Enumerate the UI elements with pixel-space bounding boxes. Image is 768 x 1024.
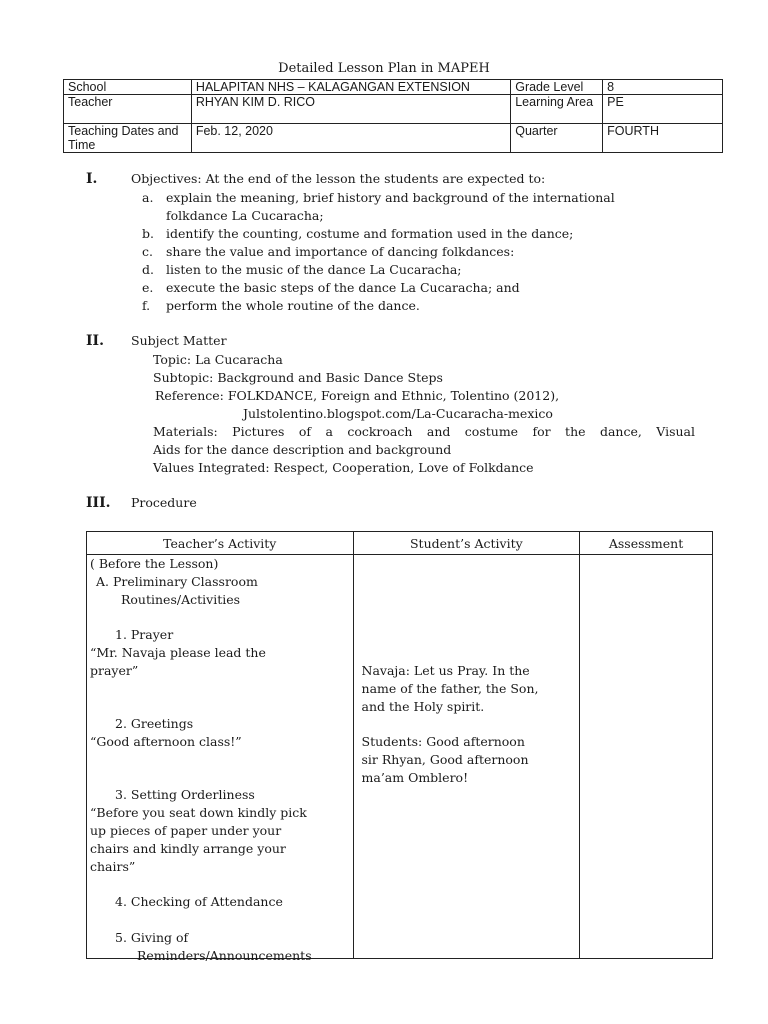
teacher-line: Reminders/Announcements <box>137 948 312 963</box>
dates-value: Feb. 12, 2020 <box>191 124 510 153</box>
objective-d <box>142 261 462 279</box>
objective-letter: f. <box>142 298 151 313</box>
quarter-label: Quarter <box>511 124 603 153</box>
grade-label: Grade Level <box>511 80 603 95</box>
teacher-line: chairs” <box>90 859 136 874</box>
procedure-table <box>86 531 713 963</box>
objectives-heading: Objectives: At the end of the lesson the students are expected to: <box>131 171 546 186</box>
objective-letter: b. <box>142 226 154 241</box>
teacher-line: 3. Setting Orderliness <box>115 787 255 802</box>
subject-materials: Materials: Pictures of a cockroach and costume for the dance, Visual <box>153 424 695 439</box>
subject-reference: Reference: FOLKDANCE, Foreign and Ethnic, Tolentino (2012), <box>155 388 560 403</box>
section-numeral-objectives: I. <box>86 171 98 187</box>
teacher-line: A. Preliminary Classroom <box>96 574 258 589</box>
school-label: School <box>64 80 192 95</box>
subject-values: Values Integrated: Respect, Cooperation, Love of Folkdance <box>153 460 534 475</box>
teacher-line: chairs and kindly arrange your <box>90 841 286 856</box>
objective-text: identify the counting, costume and formation used in the dance; <box>166 226 574 241</box>
objective-text: explain the meaning, brief history and background of the international <box>166 190 615 205</box>
teacher-line: “Before you seat down kindly pick <box>90 805 307 820</box>
subject-subtopic: Subtopic: Background and Basic Dance Steps <box>153 370 443 385</box>
section-numeral-subject: II. <box>86 333 104 349</box>
objective-letter: c. <box>142 244 153 259</box>
column-header-teacher: Teacher’s Activity <box>87 532 354 555</box>
subject-materials-cont: Aids for the dance description and background <box>153 442 452 457</box>
column-header-student: Student’s Activity <box>353 532 580 555</box>
dates-label: Teaching Dates and Time <box>64 124 192 153</box>
objective-a-cont: folkdance La Cucaracha; <box>166 208 324 223</box>
teacher-line: up pieces of paper under your <box>90 823 282 838</box>
objective-f <box>142 297 420 315</box>
objective-b <box>142 225 573 243</box>
teacher-line: 2. Greetings <box>115 716 194 731</box>
grade-value: 8 <box>603 80 723 95</box>
teacher-line: ( Before the Lesson) <box>90 556 219 571</box>
objective-letter: d. <box>142 262 154 277</box>
teacher-line: “Mr. Navaja please lead the <box>90 645 266 660</box>
assessment-cell <box>580 555 713 959</box>
column-header-assessment: Assessment <box>580 532 713 555</box>
student-line: sir Rhyan, Good afternoon <box>361 752 529 767</box>
procedure-heading: Procedure <box>131 495 197 510</box>
teacher-value: RHYAN KIM D. RICO <box>191 95 510 124</box>
objective-c <box>142 243 514 261</box>
objective-a <box>142 189 615 207</box>
teacher-line: 4. Checking of Attendance <box>115 894 283 909</box>
teacher-activity-cell <box>87 555 354 963</box>
objective-text: execute the basic steps of the dance La Cucaracha; and <box>166 280 520 295</box>
area-value: PE <box>603 95 723 124</box>
subject-topic: Topic: La Cucaracha <box>153 352 283 367</box>
teacher-label: Teacher <box>64 95 192 124</box>
student-line: Students: Good afternoon <box>361 734 525 749</box>
objective-text: share the value and importance of dancing folkdances: <box>166 244 515 259</box>
area-label: Learning Area <box>511 95 603 124</box>
teacher-line: 5. Giving of <box>115 930 189 945</box>
objective-text: perform the whole routine of the dance. <box>166 298 420 313</box>
student-line: Navaja: Let us Pray. In the <box>361 663 530 678</box>
teacher-line: 1. Prayer <box>115 627 174 642</box>
quarter-value: FOURTH <box>603 124 723 153</box>
teacher-line: “Good afternoon class!” <box>90 734 242 749</box>
student-line: name of the father, the Son, <box>361 681 539 696</box>
subject-reference-url: Julstolentino.blogspot.com/La-Cucaracha-mexico <box>243 406 553 421</box>
section-numeral-procedure: III. <box>86 495 111 511</box>
objective-e <box>142 279 520 297</box>
document-title: Detailed Lesson Plan in MAPEH <box>278 61 490 76</box>
teacher-line: Routines/Activities <box>121 592 241 607</box>
objective-text: listen to the music of the dance La Cucaracha; <box>166 262 462 277</box>
student-line: ma’am Omblero! <box>361 770 469 785</box>
objective-letter: a. <box>142 190 154 205</box>
objective-letter: e. <box>142 280 154 295</box>
info-table <box>63 79 723 153</box>
student-activity-cell <box>353 555 580 959</box>
subject-heading: Subject Matter <box>131 333 227 348</box>
student-line: and the Holy spirit. <box>361 699 485 714</box>
teacher-line: prayer” <box>90 663 139 678</box>
school-value: HALAPITAN NHS – KALAGANGAN EXTENSION <box>191 80 510 95</box>
